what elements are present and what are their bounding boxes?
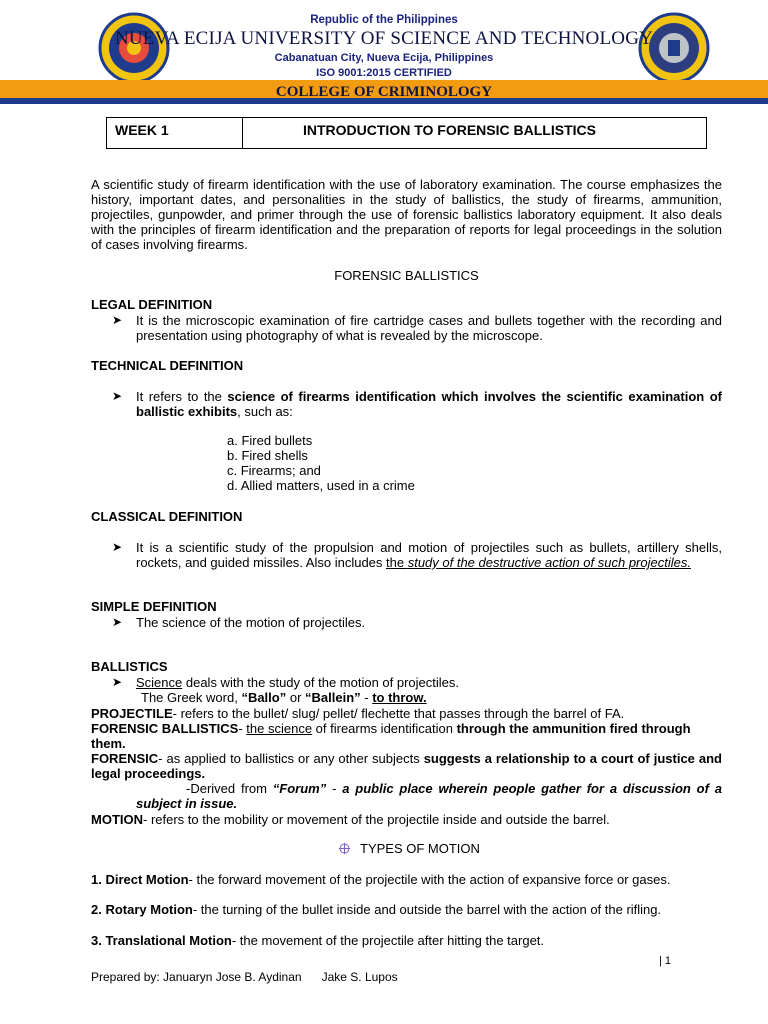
week-table [106,117,707,149]
technical-text [136,389,722,419]
classical-text [136,540,722,570]
arrow-bullet-icon: ➤ [112,615,123,629]
fb-underline: the science [246,721,313,736]
forensic-ballistics-definition [91,721,722,751]
list-item: a. Fired bullets [227,433,313,448]
arrow-bullet-icon: ➤ [112,313,123,327]
projectile-term: PROJECTILE [91,706,173,721]
classical-heading: CLASSICAL DEFINITION [91,509,243,524]
city-label: Cabanatuan City, Nueva Ecija, Philippines [274,52,494,64]
university-name: NUEVA ECIJA UNIVERSITY OF SCIENCE AND TECHNOLOGY [114,28,654,49]
fb-dash: - [238,721,247,736]
forensic-term: FORENSIC [91,751,159,766]
crosshair-bullet-icon [339,843,350,854]
week-label: WEEK 1 [107,118,243,148]
forum-derivation [136,781,722,811]
classical-underline-italic: study of the destructive action of such projectiles. [407,555,691,570]
greek-dash: - [360,690,373,705]
legal-heading: LEGAL DEFINITION [91,297,213,312]
legal-text: It is the microscopic examination of fire cartridge cases and bullets together with the recording and presentation using photography of what is revealed by the microscope. [136,313,722,343]
technical-post: , such as: [237,404,293,419]
derived-dash: - [326,781,343,796]
forum-word: “Forum” [272,781,327,796]
ballein-word: “Ballein” [305,690,361,705]
type-label: . Rotary Motion [98,902,193,917]
forensic-ballistics-term: FORENSIC BALLISTICS [91,721,239,736]
greek-word-line [141,690,721,705]
republic-label: Republic of the Philippines [310,14,458,26]
technical-pre: It refers to the [136,389,228,404]
simple-heading: SIMPLE DEFINITION [91,599,217,614]
footer-prepared-by: Prepared by: Januaryn Jose B. Aydinan Jake S. Lupos [91,970,398,984]
type-text: - the turning of the bullet inside and outside the barrel with the action of the rifling. [192,902,662,917]
motion-definition [91,812,722,827]
derived-pre: -Derived from [186,781,273,796]
motion-term: MOTION [91,812,143,827]
forensic-definition [91,751,722,781]
projectile-text: - refers to the bullet/ slug/ pellet/ flechette that passes through the barrel of FA. [172,706,625,721]
type-number: 2 [91,902,99,917]
type-label: 3. Translational Motion [91,933,232,948]
or-word: or [286,690,306,705]
forensic-pre: - as applied to ballistics or any other subjects [158,751,424,766]
iso-label: ISO 9001:2015 CERTIFIED [316,67,452,79]
derived-bold: a public place wherein people gather for a discussion of a subject in issue. [136,781,722,811]
list-item: b. Fired shells [227,448,308,463]
motion-text: - refers to the mobility or movement of the projectile inside and outside the barrel. [143,812,610,827]
to-throw: to throw. [372,690,427,705]
type-text: - the movement of the projectile after hitting the target. [231,933,545,948]
technical-bold: science of firearms identification which involves the scientific examination of ballistic exhibits [136,389,722,419]
classical-pre: It is a scientific study of the propulsion and motion of projectiles such as bullets, artillery shells, rockets, and guided missiles. Also includes [136,540,722,570]
ballistics-science [136,675,722,690]
fb-mid: of firearms identification [312,721,457,736]
fb-bold: through the ammunition fired through them. [91,721,691,751]
technical-list [227,433,415,493]
simple-text: The science of the motion of projectiles. [136,615,366,630]
types-title: TYPES OF MOTION [360,841,480,856]
technical-heading: TECHNICAL DEFINITION [91,358,244,373]
type-label: 1. Direct Motion [91,872,189,887]
motion-type-item [91,902,722,917]
intro-paragraph: A scientific study of firearm identification with the use of laboratory examination. The course emphasizes the history, important dates, and personalities in the study of ballistics, the study of firearms, ammunition, projectiles, gunpowder, and primer through the use of forensic ballistics laboratory equipment. It also deals with the principles of firearm identification and the preparation of reports for legal proceedings in the solution of cases involving firearms. [91,177,722,252]
forensic-bold: suggests a relationship to a court of justice and legal proceedings. [91,751,722,781]
classical-underline: the [386,555,408,570]
type-text: - the forward movement of the projectile with the action of expansive force or gases. [188,872,671,887]
list-item: d. Allied matters, used in a crime [227,478,415,493]
section-title: FORENSIC BALLISTICS [334,268,479,283]
greek-pre: The Greek word, [141,690,242,705]
arrow-bullet-icon: ➤ [112,540,123,554]
ballistics-heading: BALLISTICS [91,659,168,674]
motion-type-item [91,872,722,887]
arrow-bullet-icon: ➤ [112,675,123,689]
page-number: | 1 [659,955,672,967]
motion-type-item [91,933,722,948]
list-item: c. Firearms; and [227,463,321,478]
ballo-word: “Ballo” [241,690,287,705]
science-underline: Science [136,675,183,690]
projectile-definition [91,706,722,721]
science-rest: deals with the study of the motion of projectiles. [182,675,460,690]
week-title: INTRODUCTION TO FORENSIC BALLISTICS [303,122,596,138]
arrow-bullet-icon: ➤ [112,389,123,403]
college-name: COLLEGE OF CRIMINOLOGY [275,84,493,100]
